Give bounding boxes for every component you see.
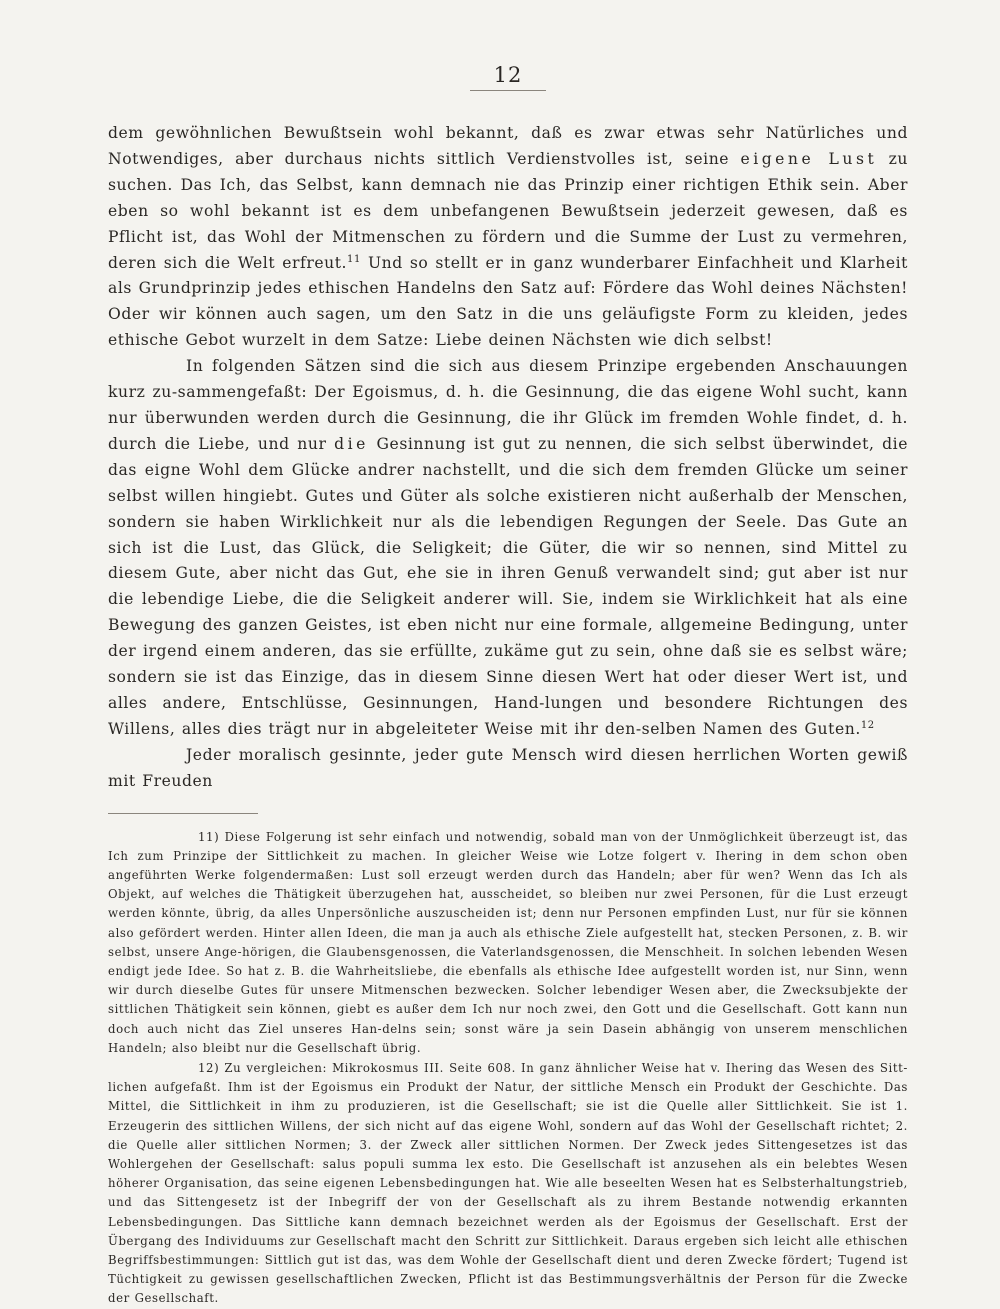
paragraph-1-text-d: Und so stellt er in ganz wunderbarer Einfachheit und Klarheit als Grundprinzip jedes ethischen Handelns den Satz auf: Fördere das Wohl deines Nächsten! Oder wir können auch sagen, um den Satz in die uns geläufigste Form zu kleiden, jedes ethische Gebot wurzelt in dem Satze: Liebe deinen Nächsten wie dich selbst! [108,253,908,350]
emphasis-die: die [334,434,369,453]
paragraph-3: Jeder moralisch gesinnte, jeder gute Mensch wird diesen herrlichen Worten gewiß mit Freuden [108,745,908,790]
paragraph-1-text-a: dem gewöhnlichen Bewußtsein wohl bekannt, daß es zwar etwas sehr Natürliches und Notwendiges, aber durchaus nichts sittlich Verdienstvolles ist, seine [108,124,908,168]
footnote-separator [108,813,258,814]
footnotes [108,828,908,1309]
emphasis-eigene-lust: eigene Lust [740,149,878,168]
page-number-rule [470,90,546,91]
footnote-11-number: 11) [198,829,220,844]
page-number: 12 [493,63,523,87]
paragraph-2-text-a: In folgenden Sätzen sind die sich aus diesem Prinzipe ergebenden Anschauungen kurz zu-sammengefaßt: Der Egoismus, d. h. die Gesinnung, die das eigene Wohl sucht, kann nur überwunden werden durch die Gesinnung, die ihr Glück im fremden Wohle findet, d. h. durch die Liebe, und nur [108,357,908,453]
paragraph-2-text-c: Gesinnung ist gut zu nennen, die sich selbst überwindet, die das eigne Wohl dem Glücke andrer nachstellt, und die sich dem fremden Glücke um seiner selbst willen hingiebt. Gutes und Güter als solche existieren nicht außerhalb der Menschen, sondern sie haben Wirklichkeit nur als die lebendigen Regungen der Seele. Das Gute an sich ist die Lust, das Glück, die Seligkeit; die Güter, die wir so nennen, sind Mittel zu diesem Gute, aber nicht das Gut, ehe sie in ihren Genuß verwandelt sind; gut aber ist nur die lebendige Liebe, die die Seligkeit anderer will. Sie, indem sie Wirklichkeit hat als eine Bewegung des ganzen Geistes, ist eben nicht nur eine formale, allgemeine Bedingung, unter der irgend einem anderen, das sie erfüllte, zukäme gut zu sein, ohne daß sie es selbst wäre; sondern sie ist das Einzige, das in diesem Sinne diesen Wert hat oder dieser Wert ist, und alles andere, Entschlüsse, Gesinnungen, Hand-lungen und besondere Richtungen des Willens, alles dies trägt nur in abgeleiteter Weise mit ihr den-selben Namen des Guten. [108,434,908,738]
footnote-12 [108,1059,908,1309]
paragraph-1 [108,121,908,354]
footnote-ref-11: 11 [347,253,361,265]
footnote-11 [108,828,908,1058]
footnote-12-text: Zu vergleichen: Mikrokosmus III. Seite 608. In ganz ähnlicher Weise hat v. Ihering das Wesen des Sitt-lichen aufgefaßt. Ihm ist der Egoismus ein Produkt der Natur, der sittliche Mensch ein Produkt der Geschichte. Das Mittel, die Sittlichkeit in ihm zu produzieren, ist die Gesellschaft; sie ist die Quelle aller Sittlichkeit. Sie ist 1. Erzeugerin des sittlichen Willens, der sich nicht auf das eigene Wohl, sondern auf das Wohl der Gesellschaft richtet; 2. die Quelle aller sittlichen Normen; 3. der Zweck aller sittlichen Normen. Der Zweck jedes Sittengesetzes ist das Wohlergehen der Gesellschaft: salus populi summa lex esto. Die Gesellschaft ist anzusehen als ein belebtes Wesen höherer Organisation, das seine eigenen Lebensbedingungen hat. Wie alle beseelten Wesen hat es Selbsterhaltungstrieb, und das Sittengesetz ist der Inbegriff der von der Gesellschaft als zu ihrem Bestande notwendig erkannten Lebensbedingungen. Das Sittliche kann demnach bezeichnet werden als der Egoismus der Gesellschaft. Erst der Übergang des Individuums zur Gesellschaft macht den Schritt zur Sittlichkeit. Daraus ergeben sich leicht alle ethischen Begriffsbestimmungen: Sittlich gut ist das, was dem Wohle der Gesellschaft dient und deren Zwecke fördert; Tugend ist Tüchtigkeit zu gewissen gesellschaftlichen Zwecken, Pflicht ist das Bestimmungsverhältnis der Person für die Zwecke der Gesellschaft. [108,1061,908,1306]
footnote-12-number: 12) [198,1061,220,1075]
body-text [108,121,908,795]
paragraph-1-text-c: zu suchen. Das Ich, das Selbst, kann demnach nie das Prinzip einer richtigen Ethik sein. Aber eben so wohl bekannt ist es dem unbefangenen Bewußtsein jederzeit gewesen, daß es Pflicht ist, das Wohl der Mitmenschen zu fördern und die Summe der Lust zu vermehren, deren sich die Welt erfreut. [108,149,908,272]
footnote-11-text: Diese Folgerung ist sehr einfach und notwendig, sobald man von der Unmöglichkeit überzeugt ist, das Ich zum Prinzipe der Sittlichkeit zu machen. In gleicher Weise wie Lotze folgert v. Ihering in dem schon oben angeführten Werke folgendermaßen: Lust soll erzeugt werden durch das Handeln; aber für wen? Wenn das Ich als Objekt, auf welches die Thätigkeit überzugehen hat, ausscheidet, so bleiben nur zwei Personen, für die Lust erzeugt werden könnte, übrig, da alles Unpersönliche auszuscheiden ist; denn nur Personen empfinden Lust, nur für sie können also gefördert werden. Hinter allen Ideen, die man ja auch als ethische Ziele aufgestellt hat, stecken Personen, z. B. wir selbst, unsere Ange-hörigen, die Glaubensgenossen, die Vaterlandsgenossen, die Menschheit. In solchen lebenden Wesen endigt jede Idee. So hat z. B. die Wahrheitsliebe, die ebenfalls als ethische Idee aufgestellt worden ist, nur Sinn, wenn wir durch dieselbe Gutes für unsere Mitmenschen bezwecken. Solcher lebendiger Wesen aber, die Zwecksubjekte der sittlichen Thätigkeit sein können, giebt es außer dem Ich nur noch zwei, den Gott und die Gesellschaft. Gott kann nun doch auch nicht das Ziel unseres Han-delns sein; sonst wäre ja sein Dasein abhängig von unserem menschlichen Handeln; also bleibt nur die Gesellschaft übrig. [108,829,908,1055]
footnote-ref-12: 12 [860,719,875,731]
paragraph-2 [108,354,908,743]
